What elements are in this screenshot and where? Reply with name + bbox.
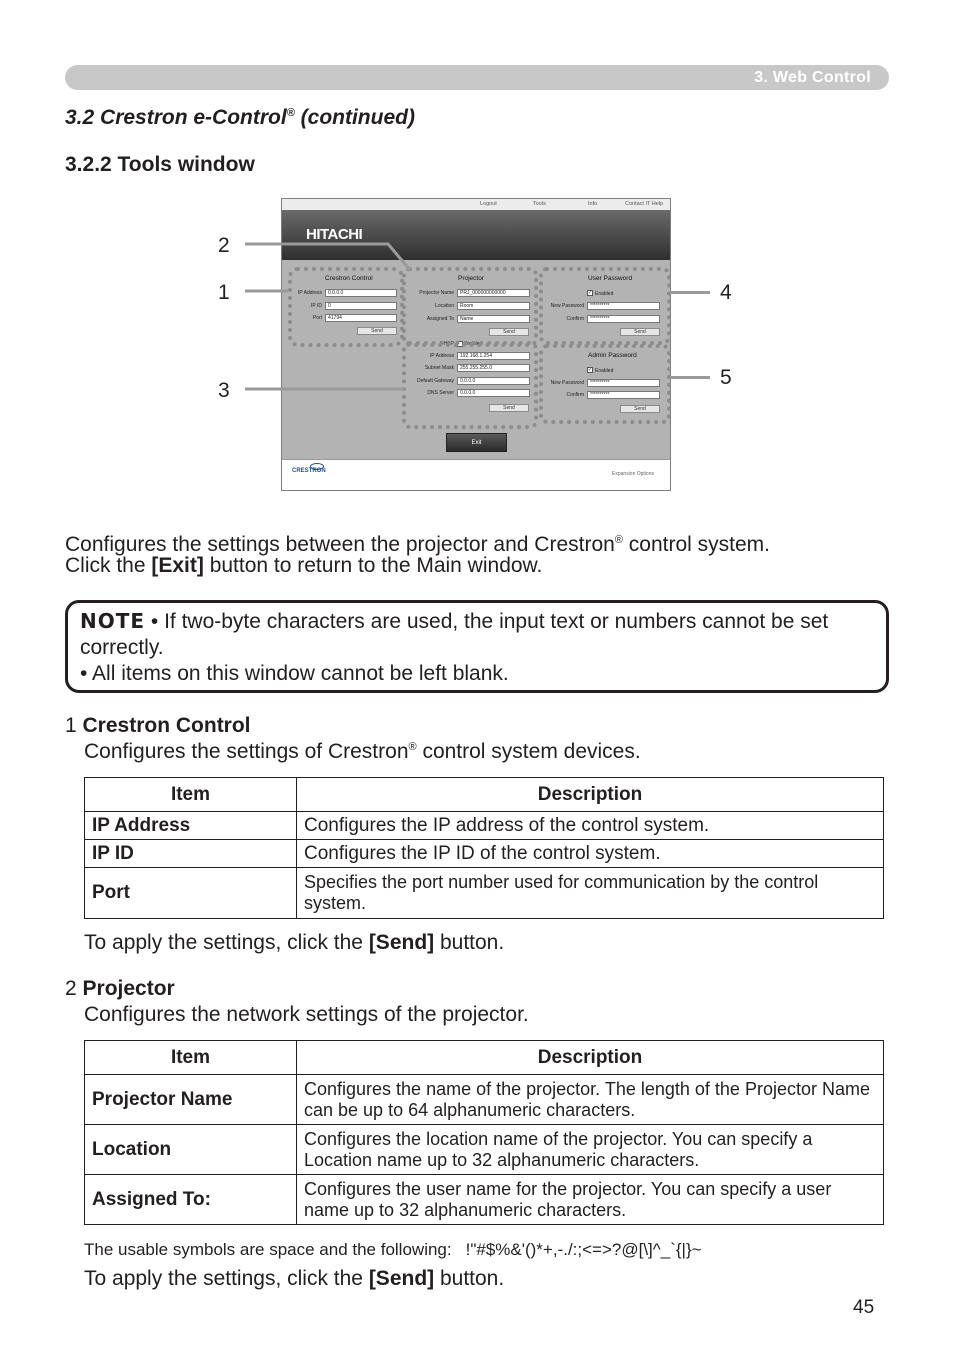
s1-apply-a: To apply the settings, click the — [84, 931, 369, 954]
admin-new-password-label: New Password — [550, 380, 584, 386]
note-box — [65, 600, 889, 693]
leader-4 — [670, 291, 710, 294]
assigned-to-field[interactable]: Name — [457, 315, 530, 323]
s2-apply-a: To apply the settings, click the — [84, 1267, 369, 1290]
table-row — [85, 840, 884, 868]
user-password-title: User Password — [588, 275, 633, 282]
callout-2: 2 — [218, 234, 230, 257]
dhcp-label: DHCP — [439, 341, 454, 347]
section-title — [65, 106, 415, 130]
note-line-1 — [80, 608, 874, 661]
projector-send-button[interactable]: Send — [489, 328, 529, 336]
projector-table — [84, 1040, 884, 1225]
s1-desc-b: control system devices. — [416, 740, 641, 763]
gateway-field[interactable]: 0.0.0.0 — [457, 377, 530, 385]
s2-send-keyword: [Send] — [368, 1267, 435, 1290]
crestron-ip-field[interactable]: 0.0.0.0 — [325, 289, 397, 297]
admin-confirm-label: Confirm — [566, 392, 584, 398]
s2-apply — [84, 1267, 504, 1291]
intro-text-a: Configures the settings between the projector and Crestron — [65, 533, 615, 556]
nav-info[interactable]: Info — [588, 201, 598, 207]
crestron-send-button[interactable]: Send — [357, 327, 397, 335]
projector-label-name: Projector Name — [419, 290, 454, 296]
projector-title: Projector — [458, 275, 485, 282]
section-label: 3. Web Control — [754, 69, 871, 86]
s2-apply-c: button. — [434, 1267, 505, 1290]
header-item: Item — [85, 778, 297, 812]
note-keyword: NOTE — [80, 609, 146, 633]
highlight-user-password — [539, 267, 671, 345]
header-item: Item — [85, 1041, 297, 1075]
exit-button[interactable]: Exit — [446, 433, 507, 452]
s1-send-keyword: [Send] — [368, 931, 435, 954]
note-text-1: • If two-byte characters are used, the input text or numbers cannot be set correctly. — [80, 610, 829, 659]
crestron-table — [84, 777, 884, 919]
crestron-label-ipid: IP ID — [310, 303, 322, 309]
net-ip-field[interactable]: 192.168.1.254 — [457, 352, 530, 360]
item-cell: IP ID — [85, 840, 297, 868]
table-row — [85, 812, 884, 840]
net-label-dns: DNS Server — [427, 390, 454, 396]
table-header-row — [85, 1041, 884, 1075]
intro-return-text: button to return to the Main window. — [203, 554, 543, 577]
user-password-enabled: Enabled — [595, 291, 614, 297]
projector-name-field[interactable]: PRJ_000000000000 — [457, 289, 530, 297]
crestron-ipid-field[interactable]: 0 — [325, 302, 397, 310]
item-cell: Port — [85, 868, 297, 919]
s1-number: 1 — [65, 714, 83, 737]
admin-password-enabled: Enabled — [595, 368, 614, 374]
item-cell: Assigned To: — [85, 1175, 297, 1225]
user-password-send-button[interactable]: Send — [620, 328, 660, 336]
note-text-2: • All items on this window cannot be left blank. — [80, 662, 509, 685]
intro-reg: ® — [614, 534, 623, 546]
s1-description — [84, 740, 641, 764]
expansion-options-link[interactable]: Expansion Options — [612, 471, 654, 477]
intro-line-2 — [65, 553, 542, 579]
table-row — [85, 868, 884, 919]
admin-confirm-field[interactable]: ********** — [587, 391, 660, 399]
callout-5: 5 — [720, 366, 732, 389]
header-description: Description — [297, 1041, 884, 1075]
intro-click: Click the — [65, 554, 152, 577]
highlight-admin-password — [539, 344, 671, 424]
user-password-checkbox[interactable]: ✓ — [588, 290, 593, 296]
user-confirm-label: Confirm — [566, 316, 584, 322]
page-number: 45 — [853, 1297, 875, 1318]
s2-description: Configures the network settings of the projector. — [84, 1003, 529, 1026]
s1-desc-a: Configures the settings of Crestron — [84, 740, 409, 763]
section-title-text: 3.2 Crestron e-Control — [65, 106, 287, 129]
subnet-field[interactable]: 255.255.255.0 — [457, 364, 530, 372]
crestron-label-ip: IP Address — [297, 290, 322, 296]
s1-title: Crestron Control — [82, 714, 251, 737]
description-cell: Configures the name of the projector. The length of the Projector Name can be up to 64 alphanumeric characters. — [297, 1075, 884, 1125]
subsection-title: 3.2.2 Tools window — [65, 153, 255, 176]
network-send-button[interactable]: Send — [489, 404, 529, 412]
admin-password-send-button[interactable]: Send — [620, 405, 660, 413]
symbols-intro: The usable symbols are space and the following: — [84, 1240, 452, 1259]
section-title-continued: (continued) — [294, 106, 415, 129]
admin-password-title: Admin Password — [588, 352, 637, 359]
s1-apply-c: button. — [434, 931, 505, 954]
crestron-label-port: Port — [312, 315, 322, 321]
admin-password-checkbox[interactable]: ✓ — [588, 367, 593, 373]
table-row — [85, 1075, 884, 1125]
description-cell: Configures the user name for the projector. You can specify a user name up to 32 alphanumeric characters. — [297, 1175, 884, 1225]
nav-logout[interactable]: Logout — [480, 201, 497, 207]
projector-label-location: Location — [435, 303, 454, 309]
user-new-password-label: New Password — [550, 303, 584, 309]
dhcp-enabled-label: Enabled — [464, 341, 483, 347]
description-cell: Specifies the port number used for communication by the control system. — [297, 868, 884, 919]
callout-leaders — [240, 240, 440, 400]
item-cell: Location — [85, 1125, 297, 1175]
description-cell: Configures the IP ID of the control system. — [297, 840, 884, 868]
projector-label-assigned: Assigned To — [426, 316, 454, 322]
description-cell: Configures the location name of the projector. You can specify a Location name up to 32 alphanumeric characters. — [297, 1125, 884, 1175]
item-cell: Projector Name — [85, 1075, 297, 1125]
crestron-port-field[interactable]: 41794 — [325, 314, 397, 322]
user-confirm-field[interactable]: ********** — [587, 315, 660, 323]
net-label-subnet: Subnet Mask — [424, 365, 454, 371]
leader-2 — [245, 244, 410, 270]
hitachi-logo: HITACHI — [306, 226, 363, 243]
registered-mark: ® — [286, 107, 295, 119]
s1-apply — [84, 931, 504, 955]
user-new-password-field[interactable]: ********** — [587, 302, 660, 310]
table-header-row — [85, 778, 884, 812]
net-label-ip: IP Address — [429, 353, 454, 359]
symbols-list: !"#$%&'()*+,-./:;<=>?@[\]^_`{|}~ — [465, 1240, 702, 1259]
item-cell: IP Address — [85, 812, 297, 840]
location-field[interactable]: Room — [457, 302, 530, 310]
s2-heading — [65, 977, 175, 1001]
net-label-gateway: Default Gateway — [417, 378, 454, 384]
description-cell: Configures the IP address of the control system. — [297, 812, 884, 840]
dns-field[interactable]: 0.0.0.0 — [457, 389, 530, 397]
table-row — [85, 1125, 884, 1175]
header-bar — [65, 65, 889, 90]
header-description: Description — [297, 778, 884, 812]
symbols-note — [84, 1240, 702, 1260]
s2-number: 2 — [65, 977, 83, 1000]
s2-title: Projector — [82, 977, 175, 1000]
table-row — [85, 1175, 884, 1225]
admin-new-password-field[interactable]: ********** — [587, 379, 660, 387]
crestron-control-title: Crestron Control — [325, 275, 373, 282]
s1-reg: ® — [408, 741, 417, 753]
intro-text-b: control system. — [622, 533, 770, 556]
nav-contact[interactable]: Contact IT Help — [625, 201, 664, 207]
callout-3: 3 — [218, 379, 230, 402]
intro-exit-keyword: [Exit] — [151, 554, 204, 577]
crestron-logo: CRESTRON — [292, 468, 326, 474]
s1-heading — [65, 714, 251, 738]
screenshot-footer — [282, 459, 670, 490]
callout-4: 4 — [720, 281, 732, 304]
leader-5 — [670, 376, 710, 379]
nav-tools[interactable]: Tools — [533, 201, 546, 207]
callout-1: 1 — [218, 281, 230, 304]
